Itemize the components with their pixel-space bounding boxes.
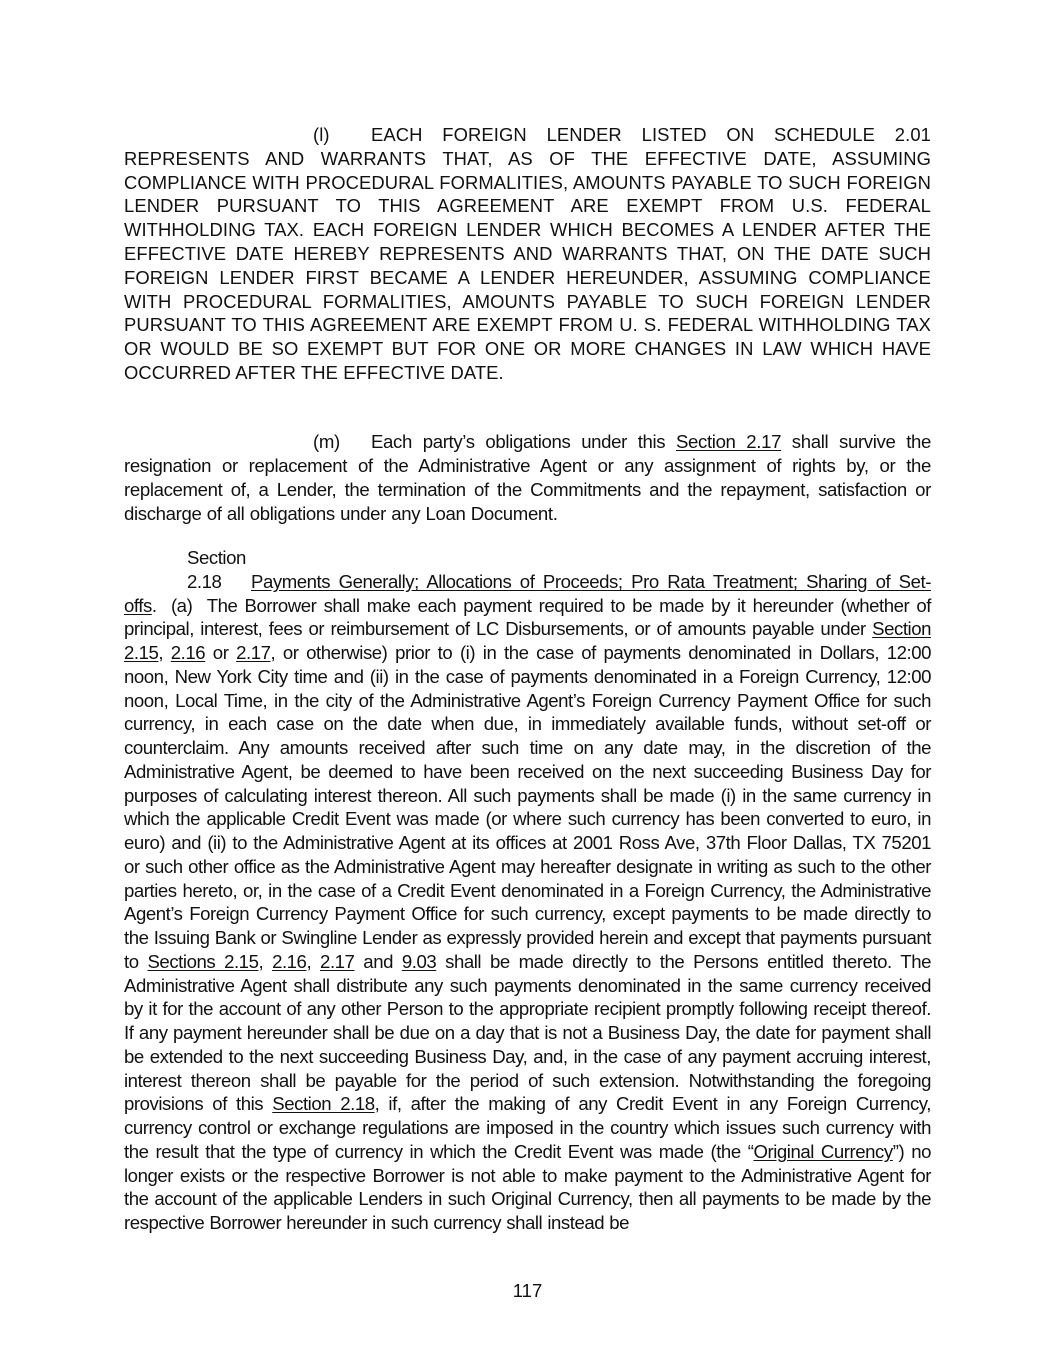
section-text: , or otherwise) prior to (i) in the case of payments denominated in Dollars, 12:00 noon, New York City time and (ii) in the case of payments denominated in a Foreign Currency, 12:00 noon, Local Time, in the city of the Administrative Agent’s Foreign Currency Payment Office for such currency, in each case on the date when due, in immediately available funds, without set-off or counterclaim. Any amounts received after such time on any date may, in the discretion of the Administrative Agent, be deemed to have been received on the next succeeding Business Day for purposes of calculating interest thereon. All such payments shall be made (i) in the same currency in which the applicable Credit Event was made (or where such currency has been converted to euro, in euro) and (ii) to the Administrative Agent at its offices at 2001 Ross Ave, 37th Floor Dallas, TX 75201 or such other office as the Administrative Agent may hereafter designate in writing as such to the other parties hereto, or, in the case of a Credit Event denominated in a Foreign Currency, the Administrative Agent’s Foreign Currency Payment Office for such currency, except payments to be made directly to the Issuing Bank or Swingline Lender as expressly provided herein and except that payments pursuant to bbox=[124, 642, 931, 972]
section-reference: 2.17 bbox=[320, 950, 355, 972]
section-text: and bbox=[354, 950, 402, 972]
section-text: or bbox=[205, 642, 237, 663]
section-text: , bbox=[158, 642, 171, 663]
section-2-18-paragraph bbox=[124, 546, 931, 1235]
section-heading-period: . bbox=[151, 594, 157, 616]
section-reference: Sections 2.15 bbox=[147, 950, 259, 972]
paragraph-m-text: Each party’s obligations under this bbox=[371, 431, 676, 452]
section-number: Section 2.18 bbox=[187, 547, 246, 592]
section-text: The Borrower shall make each payment required to be made by it hereunder (whether of principal, interest, fees or reimbursement of LC Disbursements, or of amounts payable under bbox=[124, 594, 932, 640]
paragraph-m-text-cont: shall survive the resignation or replacement of the Administrative Agent or any assignment of rights by, or the replacement of, a Lender, the termination of the Commitments and the repayment, satisfaction or discharge of all obligations under any Loan Document. bbox=[124, 431, 931, 524]
defined-term-original-currency: Original Currency bbox=[753, 1140, 893, 1162]
section-reference: Section 2.15 bbox=[124, 618, 931, 663]
section-reference: 2.17 bbox=[236, 642, 271, 663]
section-reference: 9.03 bbox=[401, 950, 437, 972]
section-reference: 2.16 bbox=[170, 642, 206, 663]
paragraph-l bbox=[124, 123, 931, 385]
section-reference: Section 2.18 bbox=[272, 1093, 375, 1115]
section-heading: Payments Generally; Allocations of Proceeds; Pro Rata Treatment; Sharing of Set-offs bbox=[124, 570, 931, 616]
subsection-label: (a) bbox=[170, 594, 193, 616]
paragraph-l-label: (l) bbox=[313, 124, 330, 145]
section-text: shall be made directly to the Persons entitled thereto. The Administrative Agent shall distribute any such payments denominated in the same currency received by it for the account of any other Person to the appropriate recipient promptly following receipt thereof. If any payment hereunder shall be due on a day that is not a Business Day, the date for payment shall be extended to the next succeeding Business Day, and, in the case of any payment accruing interest, interest thereon shall be payable for the period of such extension. Notwithstanding the foregoing provisions of this bbox=[124, 950, 931, 1115]
section-text: , bbox=[306, 950, 321, 972]
paragraph-m bbox=[124, 430, 931, 526]
section-text: , bbox=[258, 950, 273, 972]
section-reference: 2.16 bbox=[272, 950, 307, 972]
paragraph-m-label: (m) bbox=[313, 431, 340, 452]
section-text: , if, after the making of any Credit Event in any Foreign Currency, currency control or exchange regulations are imposed in the country which issues such currency with the result that the type of currency in which the Credit Event was made (the “ bbox=[124, 1093, 931, 1162]
paragraph-l-text: EACH FOREIGN LENDER LISTED ON SCHEDULE 2.01 REPRESENTS AND WARRANTS THAT, AS OF THE EFFECTIVE DATE, ASSUMING COMPLIANCE WITH PROCEDURAL FORMALITIES, AMOUNTS PAYABLE TO SUCH FOREIGN LENDER PURSUANT TO THIS AGREEMENT ARE EXEMPT FROM U.S. FEDERAL WITHHOLDING TAX. EACH FOREIGN LENDER WHICH BECOMES A LENDER AFTER THE EFFECTIVE DATE HEREBY REPRESENTS AND WARRANTS THAT, ON THE DATE SUCH FOREIGN LENDER FIRST BECAME A LENDER HEREUNDER, ASSUMING COMPLIANCE WITH PROCEDURAL FORMALITIES, AMOUNTS PAYABLE TO SUCH FOREIGN LENDER PURSUANT TO THIS AGREEMENT ARE EXEMPT FROM U. S. FEDERAL WITHHOLDING TAX OR WOULD BE SO EXEMPT BUT FOR ONE OR MORE CHANGES IN LAW WHICH HAVE OCCURRED AFTER THE EFFECTIVE DATE. bbox=[124, 124, 931, 383]
section-2-17-reference: Section 2.17 bbox=[675, 431, 782, 452]
page-number: 117 bbox=[512, 1280, 543, 1301]
section-text: ”) no longer exists or the respective Borrower is not able to make payment to the Administrative Agent for the account of the applicable Lenders in such Original Currency, then all payments to be made by the respective Borrower hereunder in such currency shall instead be bbox=[124, 1140, 931, 1233]
